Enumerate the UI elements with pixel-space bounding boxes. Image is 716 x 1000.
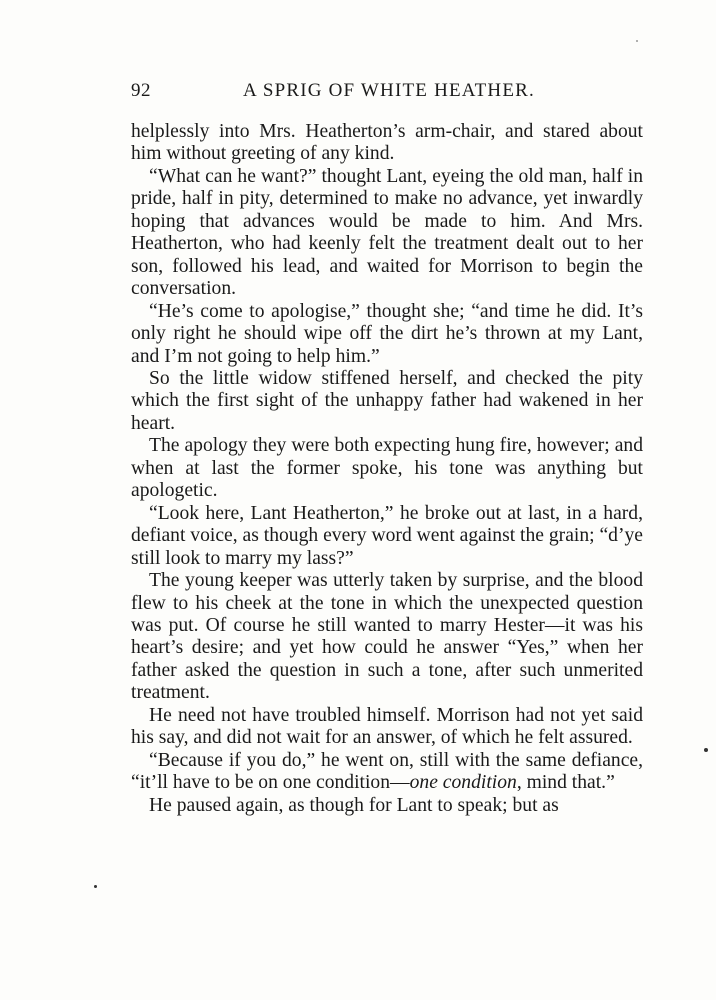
print-speck [94,885,97,888]
page-header [131,80,643,104]
paragraph-text: , mind that.” [516,772,615,794]
paragraph: “Look here, Lant Heatherton,” he broke out at last, in a hard, defiant voice, as though every word went against the grain; “d’ye still look to marry my lass?” [131,502,643,569]
body-text [131,121,643,817]
emphasized-text: one condition [409,772,517,794]
paragraph: He need not have troubled himself. Morrison had not yet said his say, and did not wait for an answer, of which he felt assured. [131,704,643,749]
paragraph: The young keeper was utterly taken by surprise, and the blood flew to his cheek at the tone in which the unexpected question was put. Of course he still wanted to marry Hester—it was his heart’s desire; and yet how could he answer “Yes,” when her father asked the question in such a tone, after such unmerited treatment. [131,570,643,704]
paragraph: “What can he want?” thought Lant, eyeing the old man, half in pride, half in pity, determined to make no advance, yet inwardly hoping that advances would be made to him. And Mrs. Heatherton, who had keenly felt the treatment dealt out to her son, followed his lead, and waited for Morrison to begin the conversation. [131,165,643,300]
paragraph-text: “Because if you do,” he went on, still with the same defiance, “it’ll have to be on one condition— [131,749,643,794]
running-title: A SPRIG OF WHITE HEATHER. [243,80,535,101]
paragraph: helplessly into Mrs. Heatherton’s arm-chair, and stared about him without greeting of any kind. [131,121,643,165]
print-speck [636,40,638,42]
paragraph: “He’s come to apologise,” thought she; “and time he did. It’s only right he should wipe off the dirt he’s thrown at my Lant, and I’m not going to help him.” [131,300,643,367]
page-number: 92 [131,80,151,101]
paragraph: So the little widow stiffened herself, and checked the pity which the first sight of the unhappy father had wakened in her heart. [131,367,643,434]
paragraph: He paused again, as though for Lant to speak; but as [149,794,559,816]
print-speck [704,748,708,752]
paragraph [131,750,643,795]
paragraph: The apology they were both expecting hung fire, however; and when at last the former spoke, his tone was anything but apologetic. [131,435,643,502]
